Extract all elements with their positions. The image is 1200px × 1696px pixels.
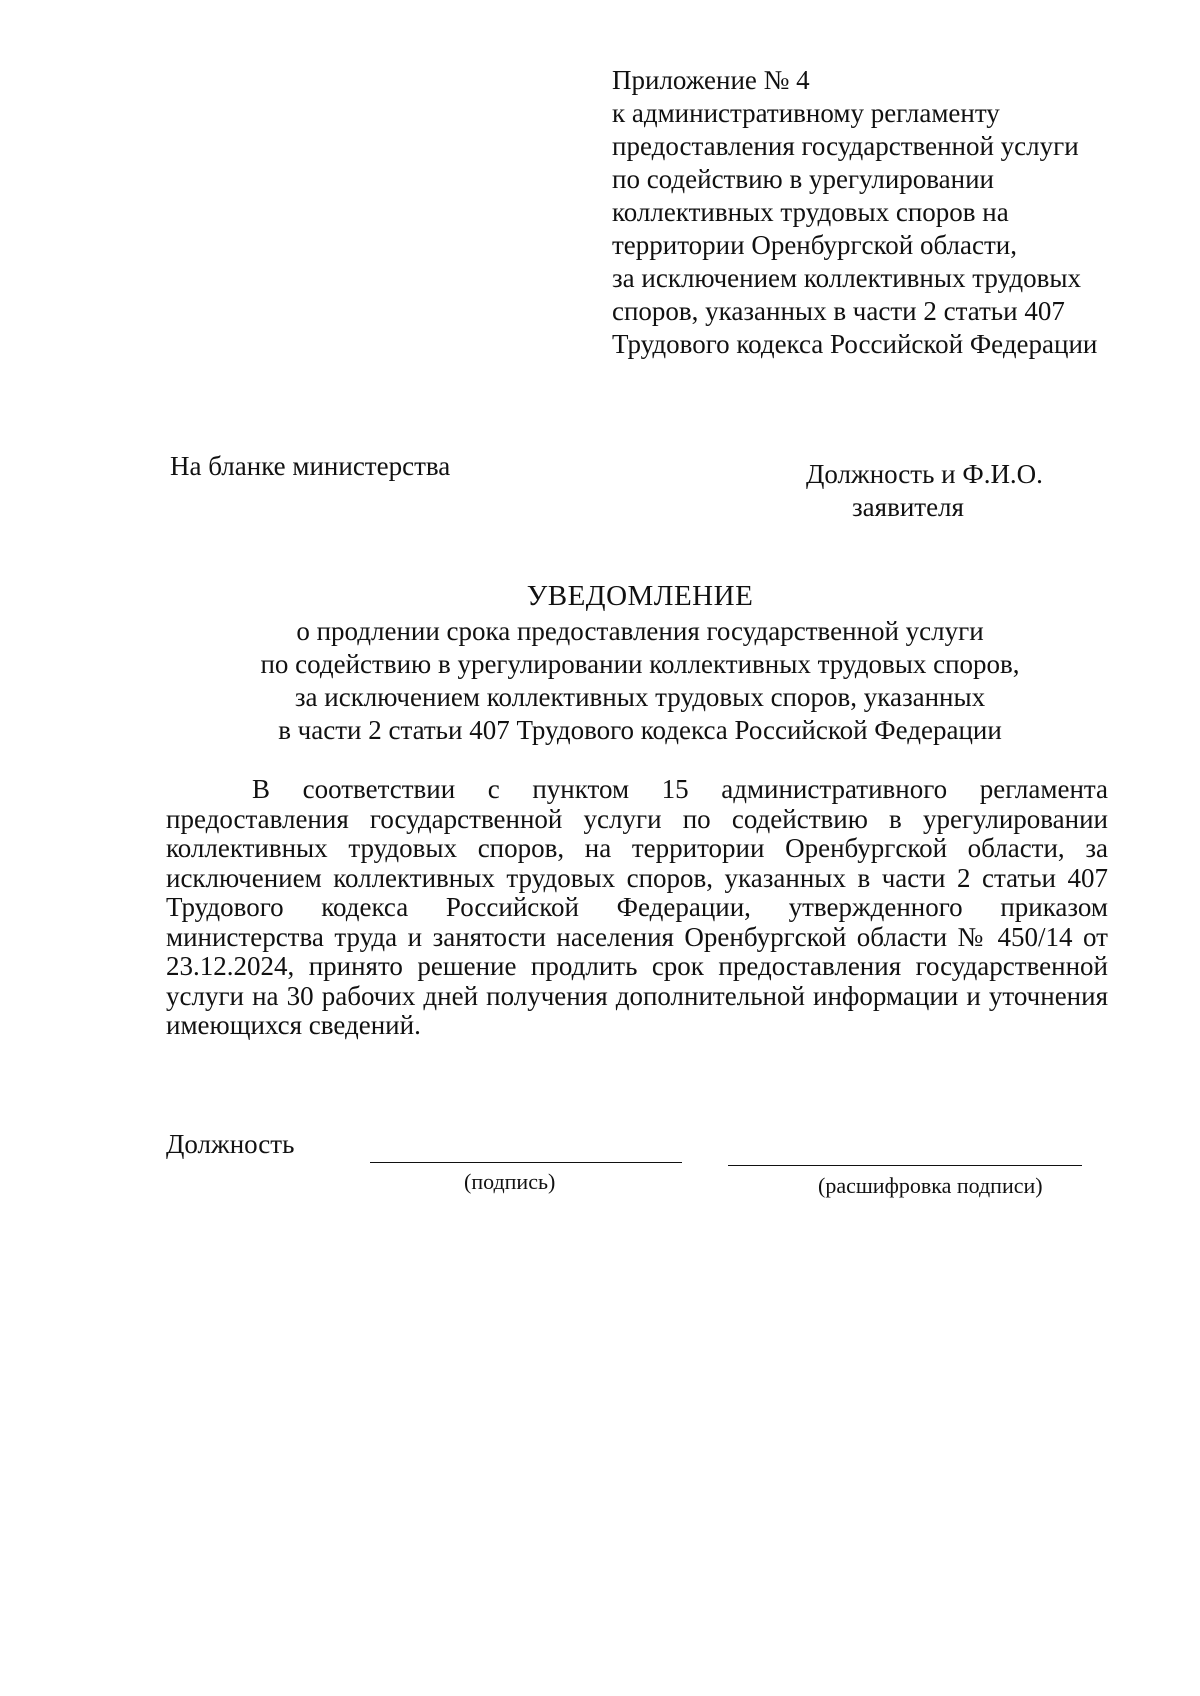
notice-title-block [160, 580, 1120, 747]
letterhead-note: На бланке министерства [170, 451, 451, 481]
applicant-label: заявителя [852, 492, 964, 522]
notice-subtitle [160, 615, 1120, 747]
notice-subtitle-line: в части 2 статьи 407 Трудового кодекса Российской Федерации [278, 715, 1002, 745]
notice-body: В соответствии с пунктом 15 административного регламента предоставления государственной услуги по содействию в урегулировании коллективных трудовых споров, на территории Оренбургской области, за исключением коллективных трудовых споров, указанных в части 2 статьи 407 Трудового кодекса Российской Федерации, утвержденного приказом министерства труда и занятости населения Оренбургской области № 450/14 от 23.12.2024, принято решение продлить срок предоставления государственной услуги на 30 рабочих дней получения дополнительной информации и уточнения имеющихся сведений. [166, 774, 1108, 1040]
appendix-line: Приложение № 4 [612, 65, 810, 95]
appendix-line: коллективных трудовых споров на [612, 197, 1009, 227]
signature-block [166, 1128, 1116, 1208]
notice-subtitle-line: о продлении срока предоставления государственной услуги [296, 616, 984, 646]
appendix-line: по содействию в урегулировании [612, 164, 994, 194]
signature-line [370, 1162, 682, 1163]
appendix-line: к административному регламенту [612, 98, 1000, 128]
appendix-line: территории Оренбургской области, [612, 230, 1017, 260]
notice-subtitle-line: за исключением коллективных трудовых споров, указанных [294, 682, 986, 712]
appendix-header [612, 64, 1172, 361]
signature-caption: (подпись) [464, 1169, 556, 1194]
appendix-line: за исключением коллективных трудовых [612, 263, 1081, 293]
applicant-block [806, 458, 1043, 524]
notice-subtitle-line: по содействию в урегулировании коллективных трудовых споров, [260, 649, 1020, 679]
signature-decipher-line [728, 1165, 1082, 1166]
notice-heading: УВЕДОМЛЕНИЕ [526, 580, 754, 612]
appendix-line: Трудового кодекса Российской Федерации [612, 329, 1098, 359]
appendix-line: предоставления государственной услуги [612, 131, 1079, 161]
appendix-line: споров, указанных в части 2 статьи 407 [612, 296, 1065, 326]
applicant-position-name: Должность и Ф.И.О. [806, 459, 1043, 489]
signature-decipher-caption: (расшифровка подписи) [818, 1173, 1043, 1198]
position-label: Должность [166, 1129, 295, 1159]
